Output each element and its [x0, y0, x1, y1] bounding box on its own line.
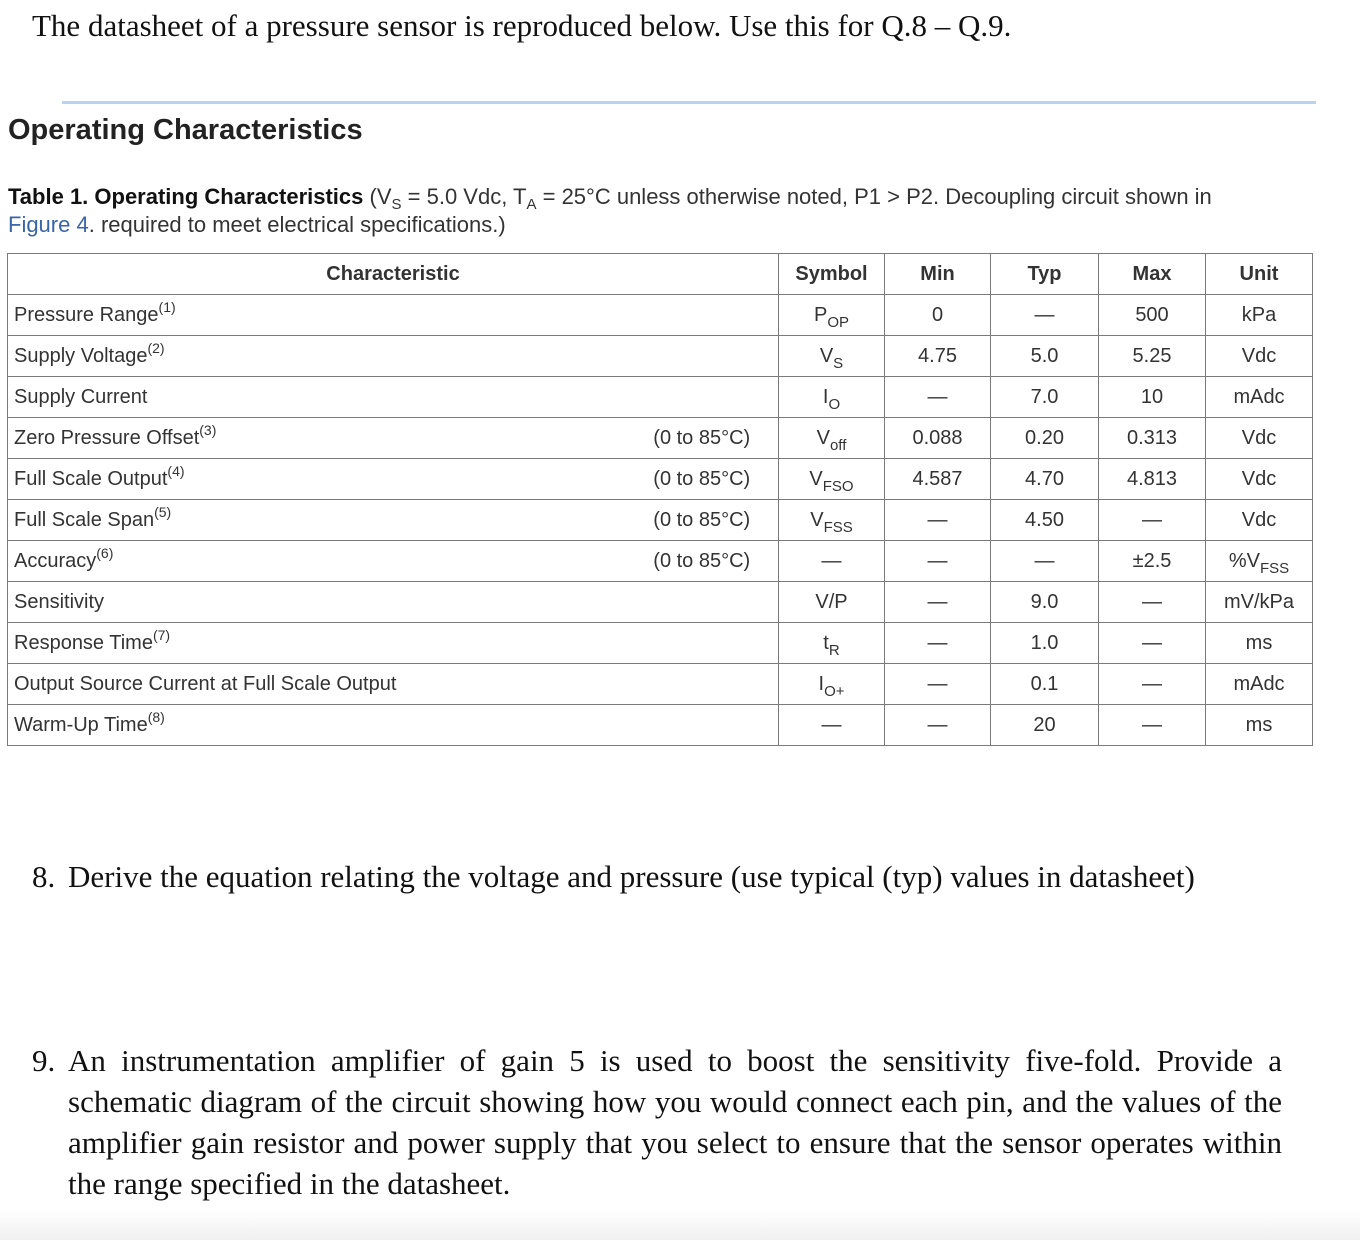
table-row — [8, 623, 1313, 664]
min-cell — [885, 459, 991, 500]
characteristic-cell — [8, 459, 646, 500]
condition-cell — [646, 705, 779, 746]
unit-text: Vdc — [1241, 344, 1277, 367]
note-ref: (2) — [147, 339, 165, 356]
unit-text: kPa — [1241, 303, 1277, 326]
condition-cell — [646, 541, 779, 582]
symbol-text: I — [818, 672, 825, 695]
symbol-subscript: FSS — [823, 518, 853, 536]
table-header-row — [8, 254, 1313, 295]
operating-characteristics-table — [7, 253, 1313, 746]
max-value: 0.313 — [1126, 426, 1178, 449]
table-row — [8, 705, 1313, 746]
min-value: 4.75 — [918, 344, 957, 367]
question-9-text: An instrumentation amplifier of gain 5 is used to boost the sensitivity five-fold. Provide a schematic diagram of the circuit showing how you would connect each pin, and the values of the amplifier gain resistor and power supply that you select to ensure that the sensor operates within the range specified in the datasheet. — [68, 1043, 1282, 1201]
typ-cell — [991, 500, 1099, 541]
typ-value: 9.0 — [1030, 590, 1059, 613]
header-unit: Unit — [1206, 254, 1313, 295]
characteristic-cell — [8, 664, 646, 705]
min-value: — — [927, 590, 948, 613]
characteristic-cell — [8, 705, 646, 746]
max-cell — [1099, 705, 1206, 746]
caption-sub-1: S — [391, 196, 402, 213]
symbol-subscript: O+ — [824, 682, 845, 700]
max-value: 500 — [1135, 303, 1169, 326]
question-8-text: Derive the equation relating the voltage and pressure (use typical (typ) values in datasheet) — [68, 859, 1195, 894]
characteristic-name: Supply Voltage — [14, 344, 148, 367]
question-9 — [32, 1040, 1282, 1204]
max-cell — [1099, 418, 1206, 459]
symbol-subscript: FSO — [822, 477, 854, 495]
table-row — [8, 582, 1313, 623]
table-row — [8, 541, 1313, 582]
max-value: 5.25 — [1132, 344, 1172, 367]
min-value: — — [927, 385, 948, 408]
header-min: Min — [885, 254, 991, 295]
unit-text: ms — [1245, 631, 1273, 654]
symbol-subscript: OP — [827, 313, 850, 331]
note-ref: (1) — [158, 298, 176, 315]
condition-cell — [646, 295, 779, 336]
max-cell — [1099, 459, 1206, 500]
typ-value: 5.0 — [1030, 344, 1059, 367]
unit-text: mAdc — [1233, 672, 1285, 695]
condition-cell — [646, 377, 779, 418]
max-value: ±2.5 — [1132, 549, 1172, 572]
question-8 — [32, 856, 1195, 897]
condition-cell — [646, 336, 779, 377]
unit-cell — [1206, 336, 1313, 377]
caption-text-3: = 25°C unless otherwise noted, P1 > P2. Decoupling circuit shown in — [536, 184, 1212, 209]
characteristic-cell — [8, 418, 646, 459]
characteristic-cell — [8, 582, 646, 623]
symbol-cell — [779, 500, 885, 541]
unit-text: mV/kPa — [1223, 590, 1295, 613]
typ-cell — [991, 541, 1099, 582]
section-title: Operating Characteristics — [8, 114, 363, 146]
max-value: — — [1142, 713, 1162, 736]
typ-value: 4.70 — [1025, 467, 1064, 490]
characteristic-cell — [8, 541, 646, 582]
typ-value: — — [1034, 549, 1055, 572]
typ-cell — [991, 705, 1099, 746]
table-row — [8, 459, 1313, 500]
unit-text: ms — [1245, 713, 1273, 736]
min-value: — — [927, 508, 948, 531]
unit-cell — [1206, 582, 1313, 623]
condition-text: (0 to 85°C) — [653, 508, 751, 531]
max-value: 4.813 — [1126, 467, 1178, 490]
symbol-cell — [779, 623, 885, 664]
unit-text: mAdc — [1233, 385, 1285, 408]
characteristic-name: Response Time — [14, 631, 153, 654]
symbol-text: V/P — [815, 590, 848, 613]
characteristic-name: Warm-Up Time — [14, 713, 148, 736]
header-symbol: Symbol — [779, 254, 885, 295]
characteristic-name: Full Scale Output — [14, 467, 168, 490]
typ-value: 0.20 — [1025, 426, 1064, 449]
caption-label: Table 1. Operating Characteristics — [8, 184, 364, 209]
unit-cell — [1206, 500, 1313, 541]
max-cell — [1099, 336, 1206, 377]
header-typ: Typ — [991, 254, 1099, 295]
symbol-text: P — [813, 303, 828, 326]
typ-cell — [991, 295, 1099, 336]
symbol-cell — [779, 459, 885, 500]
characteristic-cell — [8, 623, 646, 664]
typ-value: 20 — [1033, 713, 1056, 736]
unit-cell — [1206, 459, 1313, 500]
characteristic-cell — [8, 295, 646, 336]
unit-cell — [1206, 295, 1313, 336]
characteristic-cell — [8, 500, 646, 541]
unit-cell — [1206, 705, 1313, 746]
condition-cell — [646, 459, 779, 500]
min-value: 0.088 — [912, 426, 963, 449]
symbol-text: V — [809, 467, 823, 490]
unit-cell — [1206, 418, 1313, 459]
symbol-cell — [779, 377, 885, 418]
caption-text-4: . required to meet electrical specifications.) — [88, 212, 506, 237]
typ-value: 7.0 — [1030, 385, 1059, 408]
min-cell — [885, 500, 991, 541]
min-cell — [885, 295, 991, 336]
note-ref: (5) — [154, 503, 172, 520]
intro-text: The datasheet of a pressure sensor is reproduced below. Use this for Q.8 – Q.9. — [32, 8, 1012, 43]
condition-cell — [646, 500, 779, 541]
table-row — [8, 418, 1313, 459]
characteristic-name: Sensitivity — [14, 590, 105, 613]
symbol-cell — [779, 295, 885, 336]
unit-text: Vdc — [1241, 467, 1277, 490]
typ-value: — — [1034, 303, 1055, 326]
condition-cell — [646, 623, 779, 664]
unit-text: Vdc — [1241, 426, 1277, 449]
min-cell — [885, 705, 991, 746]
symbol-cell — [779, 582, 885, 623]
min-cell — [885, 664, 991, 705]
table-row — [8, 664, 1313, 705]
symbol-text: V — [819, 344, 834, 367]
caption-text-2: = 5.0 Vdc, T — [401, 184, 527, 209]
min-value: — — [927, 672, 948, 695]
max-cell — [1099, 664, 1206, 705]
typ-cell — [991, 664, 1099, 705]
max-value: 10 — [1140, 385, 1164, 408]
min-value: — — [927, 549, 948, 572]
unit-cell — [1206, 541, 1313, 582]
symbol-cell — [779, 336, 885, 377]
max-cell — [1099, 541, 1206, 582]
unit-subscript: FSS — [1259, 559, 1290, 577]
table-row — [8, 336, 1313, 377]
min-cell — [885, 418, 991, 459]
min-cell — [885, 541, 991, 582]
symbol-cell — [779, 541, 885, 582]
question-9-number: 9. — [32, 1043, 56, 1078]
characteristic-cell — [8, 336, 646, 377]
characteristic-name: Full Scale Span — [14, 508, 155, 531]
typ-value: 1.0 — [1030, 631, 1059, 654]
unit-text: %V — [1228, 549, 1260, 572]
typ-cell — [991, 418, 1099, 459]
symbol-subscript: off — [829, 436, 847, 454]
note-ref: (6) — [96, 544, 114, 561]
symbol-text: V — [810, 508, 824, 531]
caption-sub-2: A — [526, 196, 537, 213]
unit-text: Vdc — [1241, 508, 1277, 531]
characteristic-name: Supply Current — [14, 385, 148, 408]
table-caption — [8, 183, 1328, 239]
typ-cell — [991, 582, 1099, 623]
bottom-fade — [0, 1210, 1360, 1240]
min-cell — [885, 336, 991, 377]
condition-cell — [646, 418, 779, 459]
max-value: — — [1142, 508, 1162, 531]
unit-cell — [1206, 664, 1313, 705]
note-ref: (3) — [199, 421, 217, 438]
max-cell — [1099, 623, 1206, 664]
characteristic-name: Pressure Range — [14, 303, 159, 326]
symbol-cell — [779, 705, 885, 746]
symbol-cell — [779, 664, 885, 705]
characteristic-name: Zero Pressure Offset — [14, 426, 200, 449]
caption-text-1: (V — [363, 184, 392, 209]
max-cell — [1099, 500, 1206, 541]
table-body — [8, 295, 1313, 746]
max-cell — [1099, 582, 1206, 623]
min-cell — [885, 623, 991, 664]
symbol-subscript: S — [833, 354, 844, 372]
characteristic-cell — [8, 377, 646, 418]
typ-cell — [991, 336, 1099, 377]
min-cell — [885, 377, 991, 418]
condition-text: (0 to 85°C) — [653, 426, 751, 449]
max-value: — — [1142, 672, 1162, 695]
note-ref: (8) — [147, 708, 165, 725]
condition-text: (0 to 85°C) — [653, 549, 751, 572]
min-cell — [885, 582, 991, 623]
section-divider — [62, 101, 1316, 104]
symbol-text: t — [823, 631, 829, 654]
min-value: 4.587 — [912, 467, 963, 490]
figure-4-link[interactable]: Figure 4 — [8, 212, 89, 237]
min-value: 0 — [931, 303, 944, 326]
header-characteristic: Characteristic — [8, 254, 779, 295]
symbol-text: V — [816, 426, 830, 449]
table-row — [8, 500, 1313, 541]
symbol-text: I — [822, 385, 829, 408]
question-8-number: 8. — [32, 859, 56, 894]
unit-cell — [1206, 623, 1313, 664]
typ-cell — [991, 459, 1099, 500]
table-row — [8, 377, 1313, 418]
typ-cell — [991, 623, 1099, 664]
max-value: — — [1142, 631, 1162, 654]
condition-cell — [646, 664, 779, 705]
typ-value: 4.50 — [1025, 508, 1064, 531]
header-max: Max — [1099, 254, 1206, 295]
condition-cell — [646, 582, 779, 623]
symbol-text: — — [821, 549, 842, 572]
symbol-subscript: O — [828, 395, 841, 413]
symbol-text: — — [821, 713, 842, 736]
characteristic-name: Accuracy — [14, 549, 97, 572]
min-value: — — [927, 713, 948, 736]
typ-cell — [991, 377, 1099, 418]
table-row — [8, 295, 1313, 336]
note-ref: (7) — [152, 626, 171, 643]
max-value: — — [1142, 590, 1162, 613]
condition-text: (0 to 85°C) — [653, 467, 751, 490]
symbol-subscript: R — [828, 641, 840, 659]
max-cell — [1099, 377, 1206, 418]
unit-cell — [1206, 377, 1313, 418]
typ-value: 0.1 — [1030, 672, 1059, 695]
characteristic-name: Output Source Current at Full Scale Output — [14, 672, 397, 695]
max-cell — [1099, 295, 1206, 336]
symbol-cell — [779, 418, 885, 459]
min-value: — — [927, 631, 948, 654]
note-ref: (4) — [167, 462, 185, 479]
